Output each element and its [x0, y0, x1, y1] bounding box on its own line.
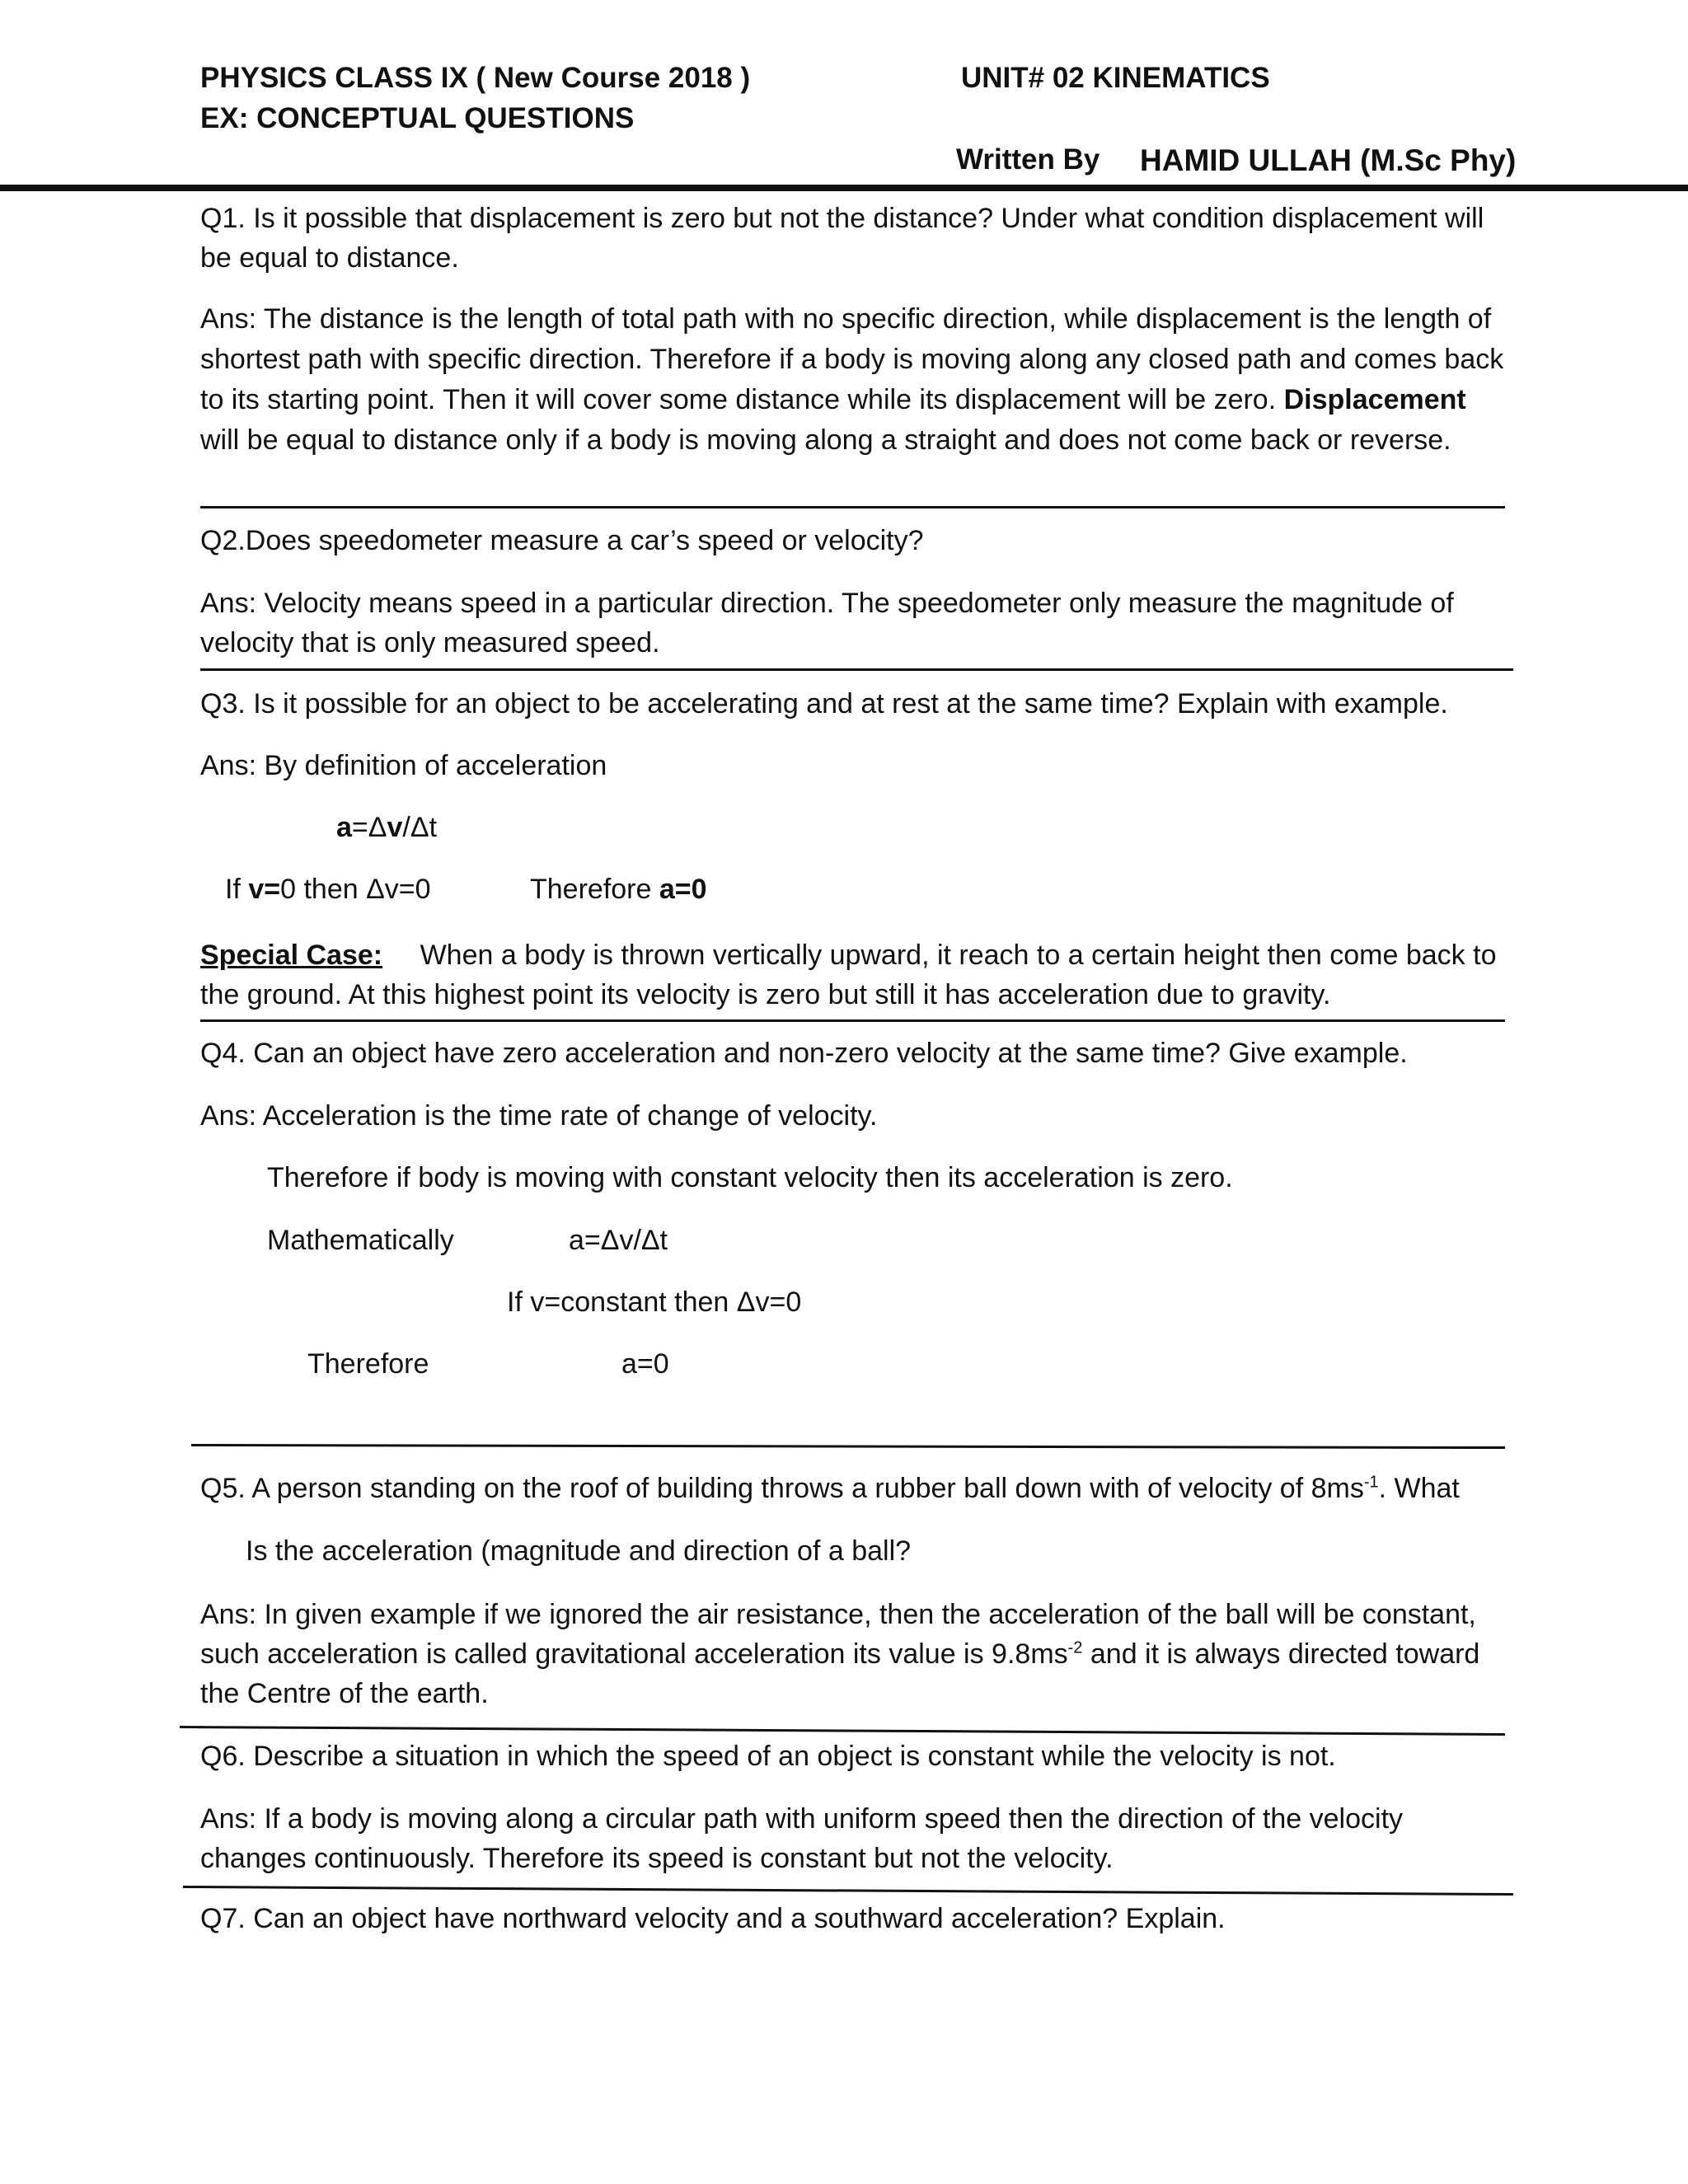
- q1-answer: [200, 299, 1511, 461]
- q7-question: Q7. Can an object have northward velocity and a southward acceleration? Explain.: [200, 1903, 1226, 1934]
- q3-eq-v: v: [387, 812, 403, 843]
- q3-therefore: [530, 869, 707, 909]
- divider: [200, 506, 1505, 509]
- q3-eq-a: a: [336, 812, 352, 843]
- q6-question: Q6. Describe a situation in which the speed of an object is constant while the velocity is not.: [200, 1741, 1336, 1772]
- exercise-title: EX: CONCEPTUAL QUESTIONS: [200, 102, 635, 134]
- q3-question: Q3. Is it possible for an object to be accelerating and at rest at the same time? Explain with example.: [200, 688, 1448, 719]
- course-title: PHYSICS CLASS IX ( New Course 2018 ): [200, 62, 751, 94]
- q4-therefore-label: Therefore: [307, 1348, 429, 1380]
- q3-if-v: v=: [248, 874, 281, 905]
- q5-answer-sup: -2: [1067, 1638, 1083, 1657]
- q3-if-post: 0 then Δv=0: [280, 874, 431, 905]
- divider: [183, 1886, 1513, 1896]
- q4-line2: Therefore if body is moving with constant velocity then its acceleration is zero.: [267, 1162, 1233, 1193]
- q1-question: Q1. Is it possible that displacement is zero but not the distance? Under what condition displacement will be equal to distance.: [200, 203, 1484, 274]
- q4-math-if: If v=constant then Δv=0: [507, 1286, 802, 1318]
- q5-question-pre: Q5. A person standing on the roof of building throws a rubber ball down with of velocity of 8ms: [200, 1473, 1364, 1504]
- divider: [180, 1726, 1505, 1736]
- unit-title: UNIT# 02 KINEMATICS: [961, 62, 1270, 94]
- q5-question-sup: -1: [1363, 1473, 1379, 1492]
- q4-question: Q4. Can an object have zero acceleration and non-zero velocity at the same time? Give example.: [200, 1038, 1408, 1069]
- q3-equation: [336, 808, 437, 847]
- q3-answer: Ans: By definition of acceleration: [200, 750, 607, 781]
- q4-answer: Ans: Acceleration is the time rate of change of velocity.: [200, 1100, 878, 1132]
- q6-answer: Ans: If a body is moving along a circular path with uniform speed then the direction of the velocity changes continuously. Therefore its speed is constant but not the velocity.: [200, 1803, 1404, 1874]
- q3-if-pre: If: [225, 874, 249, 905]
- q3-eq-end: /Δt: [402, 812, 438, 843]
- q4-therefore-value: a=0: [621, 1348, 669, 1380]
- q3-therefore-value: a=0: [659, 874, 707, 905]
- q5-question-line2: Is the acceleration (magnitude and direction of a ball?: [246, 1535, 912, 1567]
- q4-math-label: Mathematically: [267, 1225, 454, 1256]
- q3-special-text: When a body is thrown vertically upward, it reach to a certain height then come back to the ground. At this highest point its velocity is zero but still it has acceleration due to gravity.: [200, 940, 1497, 1010]
- author-name: HAMID ULLAH (M.Sc Phy): [1140, 143, 1517, 177]
- q4-math-equation: a=Δv/Δt: [569, 1225, 668, 1256]
- q5-question-line1: [200, 1469, 1460, 1508]
- q1-answer-text: Ans: The distance is the length of total path with no specific direction, while displacement is the length of shortest path with specific direction. Therefore if a body is moving along any closed path and comes back to its starting point. Then it will cover some distance while its displacement will be zero.: [200, 303, 1504, 415]
- q5-answer: [200, 1595, 1511, 1713]
- q3-eq-mid: =Δ: [351, 812, 387, 843]
- q5-question-post: . What: [1378, 1473, 1460, 1504]
- q3-if-line: [225, 869, 431, 909]
- divider: [191, 1444, 1505, 1449]
- q2-question: Q2.Does speedometer measure a car’s speed or velocity?: [200, 525, 924, 556]
- q5-answer-post: and it is always directed toward the Centre of the earth.: [200, 1638, 1480, 1709]
- q5-answer-pre: Ans: In given example if we ignored the air resistance, then the acceleration of the ball will be constant, such acceleration is called gravitational acceleration its value is 9.8ms: [200, 1599, 1476, 1670]
- q2-answer: Ans: Velocity means speed in a particular direction. The speedometer only measure the magnitude of velocity that is only measured speed.: [200, 588, 1454, 658]
- divider: [200, 1019, 1505, 1022]
- divider: [200, 668, 1513, 671]
- q3-special-case: [200, 935, 1511, 1015]
- q3-special-label: Special Case:: [200, 940, 383, 971]
- written-by-label: Written By: [956, 143, 1100, 176]
- header-rule: [0, 185, 1688, 191]
- q1-answer-bold: Displacement: [1283, 384, 1466, 415]
- q3-therefore-label: Therefore: [530, 874, 659, 905]
- q1-answer-rest: will be equal to distance only if a body is moving along a straight and does not come back or reverse.: [200, 424, 1451, 456]
